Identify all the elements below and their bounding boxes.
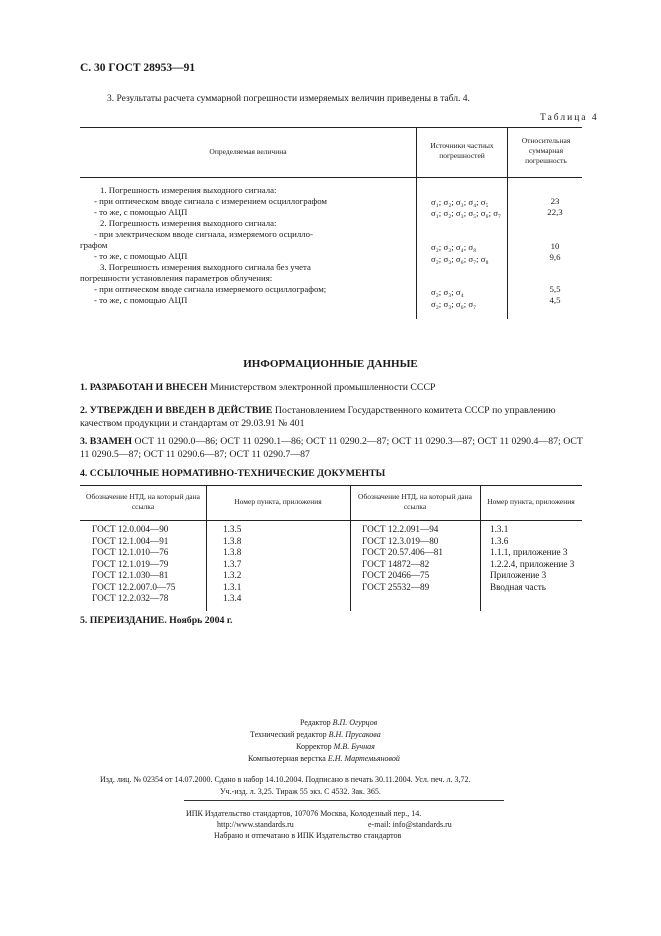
section-replaces <box>80 435 584 461</box>
table-row: ГОСТ 12.1.010—76 <box>92 547 169 557</box>
refs-col-header-num-right: Номер пункта, приложения <box>487 497 575 506</box>
table-row-sources: σ₂; σ₃; σ₄; σ₈ <box>431 242 477 252</box>
credit-tech-name: В.Н. Прусакова <box>328 730 381 739</box>
info-title: ИНФОРМАЦИОННЫЕ ДАННЫЕ <box>243 358 418 370</box>
table-row-name: - при электрическом вводе сигнала, измеряемого осцилло- <box>94 229 313 239</box>
publisher-line-3: Набрано и отпечатано в ИПК Издательство стандартов <box>214 831 402 840</box>
credit-layout-label: Компьютерная верстка <box>248 754 326 763</box>
table-row: 1.3.8 <box>223 547 242 557</box>
table-row: 1.2.2.4, приложение 3 <box>490 558 575 569</box>
table-row-name: 3. Погрешность измерения выходного сигнала без учета <box>100 262 311 272</box>
table-row-value: 4,5 <box>549 295 561 305</box>
credit-proof-label: Корректор <box>296 742 332 751</box>
table-row: ГОСТ 12.1.030—81 <box>92 570 169 580</box>
table-row: ГОСТ 12.3.019—80 <box>362 535 439 546</box>
section-developed <box>80 381 584 394</box>
credit-tech-label: Технический редактор <box>250 730 327 739</box>
table-row-value: 5,5 <box>549 284 561 294</box>
section-replaces-head: 3. ВЗАМЕН <box>80 436 132 447</box>
table-row: 1.3.5 <box>223 524 242 534</box>
table-row-value: 9,6 <box>549 252 561 262</box>
table-row-value: 22,3 <box>547 207 563 217</box>
table-row-name: - то же, с помощью АЦП <box>94 251 188 261</box>
credit-layout-name: Е.Н. Мартемьяновой <box>327 754 400 763</box>
table-row-name: - при оптическом вводе сигнала с измерением осциллографом <box>94 196 327 206</box>
table-row: ГОСТ 12.0.004—90 <box>92 524 169 534</box>
table-row: ГОСТ 12.2.091—94 <box>362 524 439 534</box>
refs-col-header-doc-left: Обозначение НТД, на который дана ссылка <box>86 492 200 511</box>
table-row-sources: σ₂; σ₃; σ₆; σ₇; σ₈ <box>431 254 489 264</box>
table-row-value: 23 <box>550 196 560 206</box>
table-row-name: - при оптическом вводе сигнала измеряемого осциллографом; <box>94 284 327 294</box>
page-header: С. 30 ГОСТ 28953—91 <box>80 62 196 74</box>
table-row: 1.3.8 <box>223 535 242 546</box>
imprint-line-1: Изд. лиц. № 02354 от 14.07.2000. Сдано в набор 14.10.2004. Подписано в печать 30.11.2004. Усл. печ. л. 3,72. <box>100 775 471 784</box>
section-approved-head: 2. УТВЕРЖДЕН И ВВЕДЕН В ДЕЙСТВИЕ <box>80 405 273 416</box>
refs-col-header-num-left: Номер пункта, приложения <box>234 497 322 506</box>
table-row: 1.3.2 <box>223 570 242 580</box>
publisher-line-1: ИПК Издательство стандартов, 107076 Москва, Колодезный пер., 14. <box>186 809 422 818</box>
publisher-email: e-mail: info@standards.ru <box>368 820 452 829</box>
table-row-name: 1. Погрешность измерения выходного сигнала: <box>100 185 277 195</box>
table-row-name: - то же, с помощью АЦП <box>94 207 188 217</box>
table-row-value: 10 <box>550 241 560 251</box>
table-row: Приложение 3 <box>490 570 547 580</box>
table-caption: Таблица 4 <box>540 113 599 123</box>
section-approved <box>80 404 584 430</box>
table-row-sources: σ₁; σ₂; σ₃; σ₄; σ₅ <box>431 197 489 207</box>
section-reissue-head: 5. ПЕРЕИЗДАНИЕ. <box>80 615 167 626</box>
section-reissue-text: Ноябрь 2004 г. <box>169 615 233 626</box>
section-developed-head: 1. РАЗРАБОТАН И ВНЕСЕН <box>80 382 208 393</box>
col-header-quantity: Определяемая величина <box>209 147 287 156</box>
col-header-error: Относительная суммарная погрешность <box>521 136 571 165</box>
section-reissue <box>80 614 584 627</box>
section-replaces-text: ОСТ 11 0290.0—86; ОСТ 11 0290.1—86; ОСТ 11 0290.2—87; ОСТ 11 0290.3—87; ОСТ 11 0290.4—87; ОСТ 11 0290.5—87; ОСТ 11 0290.6—87; ОСТ 11 0290.7—87 <box>80 436 583 460</box>
refs-col-header-doc-right: Обозначение НТД, на который дана ссылка <box>358 492 472 511</box>
section-developed-text: Министерством электронной промышленности СССР <box>210 382 436 393</box>
table-row: 1.3.4 <box>223 593 242 603</box>
table-row: ГОСТ 12.1.004—91 <box>92 535 169 546</box>
table-row-name: графом <box>80 240 108 250</box>
credit-layout <box>248 754 400 763</box>
section-references <box>80 467 584 480</box>
table-row: ГОСТ 12.1.019—79 <box>92 558 169 569</box>
credit-editor-name: В.П. Огурцов <box>332 718 378 727</box>
divider <box>184 800 504 801</box>
table-row-sources: σ₁; σ₂; σ₃; σ₅; σ₆; σ₇ <box>431 208 502 218</box>
table-row: ГОСТ 12.2.032—78 <box>92 593 169 603</box>
table-row: 1.3.7 <box>223 558 242 569</box>
table-row: ГОСТ 12.2.007.0—75 <box>92 581 176 592</box>
table-row-name: погрешности установления параметров облучения: <box>80 273 273 283</box>
credit-proof-name: М.В. Бучная <box>333 742 375 751</box>
table-row: ГОСТ 20466—75 <box>362 570 430 580</box>
table-row: 1.3.1 <box>223 581 242 592</box>
table-row: ГОСТ 20.57.406—81 <box>362 547 443 557</box>
table-row-name: 2. Погрешность измерения выходного сигнала: <box>100 218 277 228</box>
col-header-sources: Источники частных погрешностей <box>430 141 494 160</box>
table-row: ГОСТ 14872—82 <box>362 558 430 569</box>
intro-paragraph: 3. Результаты расчета суммарной погрешности измеряемых величин приведены в табл. 4. <box>107 94 470 104</box>
credit-editor-label: Редактор <box>300 718 331 727</box>
table-row-sources: σ₂; σ₃; σ₄ <box>431 287 464 297</box>
imprint-line-2: Уч.-изд. л. 3,25. Тираж 55 экз. С 4532. Зак. 365. <box>220 787 381 796</box>
section-references-head: 4. ССЫЛОЧНЫЕ НОРМАТИВНО-ТЕХНИЧЕСКИЕ ДОКУМЕНТЫ <box>80 468 386 479</box>
publisher-site: http://www.standards.ru <box>217 820 294 829</box>
table-row: 1.3.1 <box>490 524 509 534</box>
table-row: 1.1.1, приложение 3 <box>490 547 568 557</box>
credit-proofreader <box>296 742 375 751</box>
table-row-sources: σ₂; σ₃; σ₆; σ₇ <box>431 299 477 309</box>
table-row: ГОСТ 25532—89 <box>362 581 430 592</box>
credit-editor <box>300 718 377 727</box>
table-row-name: - то же, с помощью АЦП <box>94 295 188 305</box>
section-approved-text: Постановлением Государственного комитета СССР по управлению качеством продукции и стандартам от 29.03.91 № 401 <box>80 405 556 429</box>
credit-tech-editor <box>250 730 381 739</box>
table-row: Вводная часть <box>490 581 546 592</box>
table-row: 1.3.6 <box>490 535 509 546</box>
